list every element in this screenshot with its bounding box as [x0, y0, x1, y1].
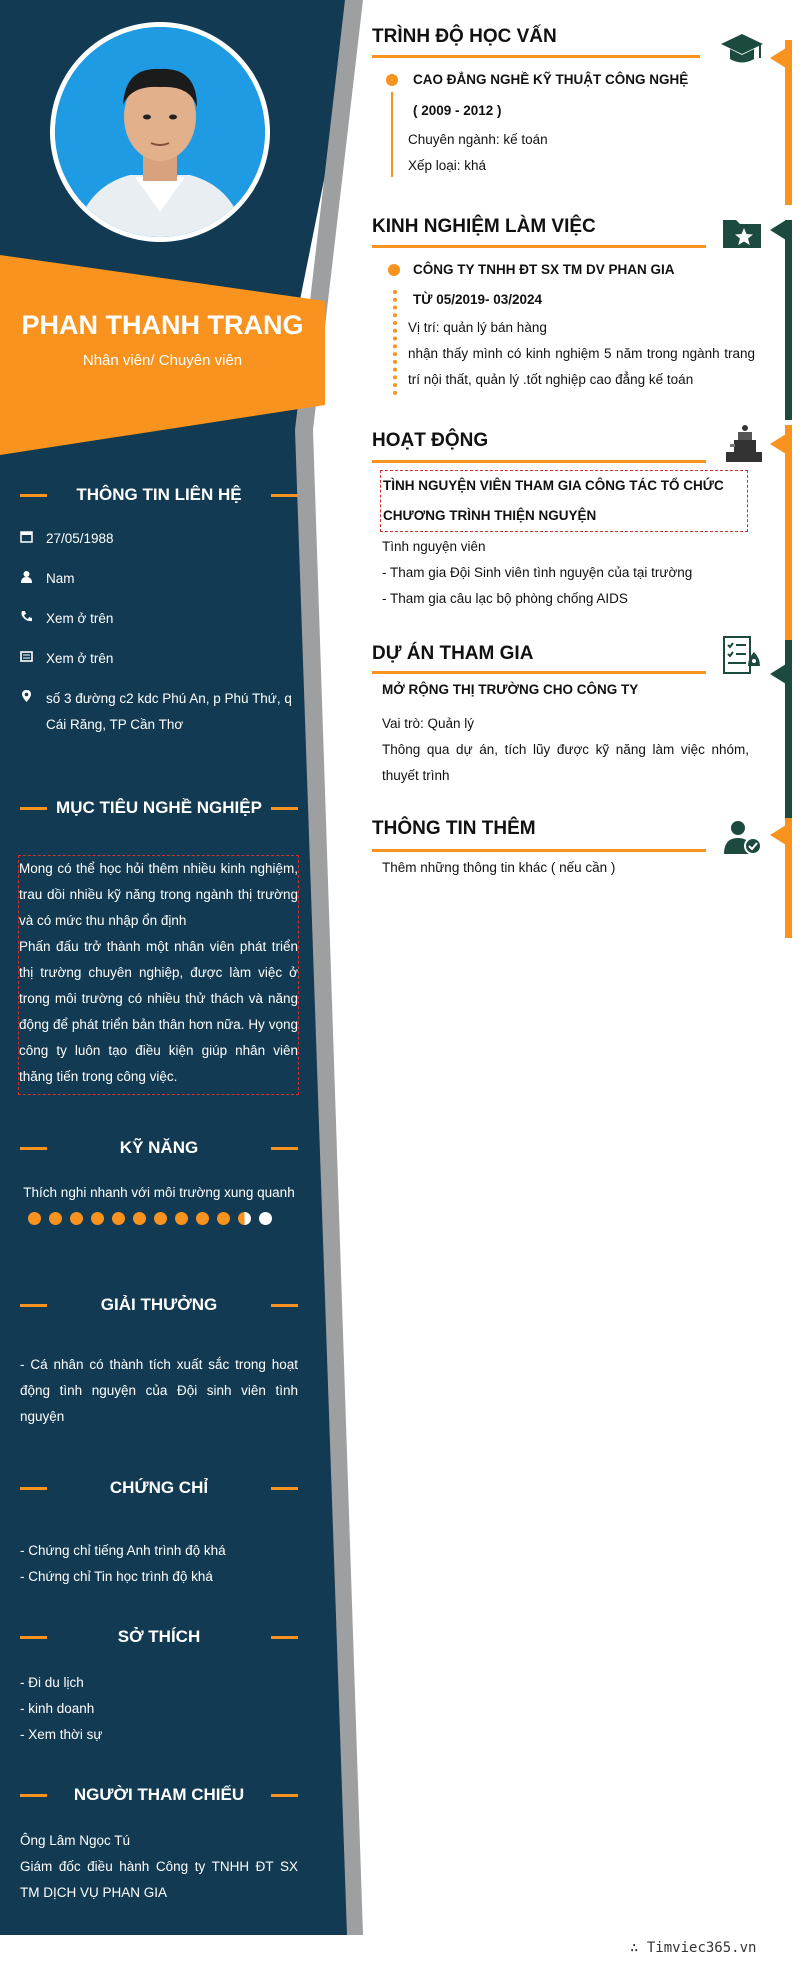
project-description: Thông qua dự án, tích lũy được kỹ năng làm việc nhóm, thuyết trình — [382, 742, 749, 783]
education-timeline — [391, 92, 393, 177]
activities-line: - Tham gia câu lạc bộ phòng chống AIDS — [382, 591, 628, 606]
skill-dot — [175, 1212, 188, 1225]
objective-text: Mong có thể học hỏi thêm nhiều kinh nghiệm, trau dồi nhiều kỹ năng trong ngành thị trường và có mức thu nhập ổn định Phấn đấu trở thành một nhân viên phát triển thị trường chuyên nghiệp, được làm việc ở trong môi trường có nhiều thử thách và năng động để phát triển bản thân hơn nữa. Hy vọng công ty luôn tạo điều kiện giúp nhân viên thăng tiến trong công việc. — [18, 855, 299, 1095]
references-section-header — [20, 1780, 298, 1810]
activities-title: HOẠT ĐỘNG — [372, 430, 489, 451]
location-icon — [20, 686, 46, 738]
project-role: Vai trò: Quản lý — [382, 716, 475, 731]
skill-name: Thích nghi nhanh với môi trường xung quanh — [23, 1185, 295, 1200]
contact-email — [20, 646, 300, 672]
contact-dob — [20, 526, 300, 552]
awards-title: GIẢI THƯỞNG — [100, 1295, 218, 1314]
project-heading: MỞ RỘNG THỊ TRƯỜNG CHO CÔNG TY — [382, 682, 639, 697]
timeline-arrow — [770, 220, 786, 240]
skill-dot — [49, 1212, 62, 1225]
experience-underline — [372, 245, 706, 248]
activities-underline — [372, 460, 706, 463]
activities-heading: TÌNH NGUYỆN VIÊN THAM GIA CÔNG TÁC TỔ CHỨC CHƯƠNG TRÌNH THIỆN NGUYỆN — [380, 470, 748, 532]
timeline-bar — [785, 40, 792, 205]
timeline-arrow — [770, 825, 786, 845]
skill-dot — [112, 1212, 125, 1225]
dob-text: 27/05/1988 — [46, 531, 114, 546]
hobby-item: - Đi du lịch — [20, 1675, 84, 1690]
certificate-item: - Chứng chỉ Tin học trình độ khá — [20, 1569, 213, 1584]
hobbies-section-header — [20, 1622, 298, 1652]
projects-underline — [372, 671, 706, 674]
avatar — [50, 22, 270, 242]
education-title: TRÌNH ĐỘ HỌC VẤN — [372, 26, 557, 47]
timeline-bar — [785, 425, 792, 640]
checklist-icon — [720, 634, 764, 678]
logo-icon: ∴ — [630, 1940, 639, 1956]
contact-title: THÔNG TIN LIÊN HỆ — [76, 485, 242, 504]
extra-title: THÔNG TIN THÊM — [372, 818, 536, 839]
activities-role: Tình nguyện viên — [382, 539, 486, 554]
timeline-bar — [785, 818, 792, 938]
experience-description: nhận thấy mình có kinh nghiệm 5 năm trong ngành trang trí nội thất, quản lý .tốt nghiệp cao đẳng kế toán — [408, 346, 755, 387]
experience-company: CÔNG TY TNHH ĐT SX TM DV PHAN GIA — [413, 262, 675, 277]
skill-dot — [28, 1212, 41, 1225]
experience-timeline — [393, 290, 397, 395]
candidate-name: PHAN THANH TRANG — [21, 310, 304, 340]
skill-dot — [196, 1212, 209, 1225]
activities-line: - Tham gia Đội Sinh viên tình nguyện của tại trường — [382, 565, 693, 580]
folder-star-icon — [720, 210, 764, 254]
avatar-person-icon — [55, 27, 265, 237]
awards-text: - Cá nhân có thành tích xuất sắc trong hoạt động tình nguyện của Đội sinh viên tình nguyện — [20, 1357, 298, 1424]
address-text: số 3 đường c2 kdc Phú An, p Phú Thứ, q Cái Răng, TP Cần Thơ — [46, 691, 292, 732]
hobby-item: - Xem thời sự — [20, 1727, 103, 1742]
skill-dot — [70, 1212, 83, 1225]
reference-detail: Giám đốc điều hành Công ty TNHH ĐT SX TM DỊCH VỤ PHAN GIA — [20, 1859, 298, 1900]
phone-text: Xem ở trên — [46, 611, 114, 626]
contact-gender — [20, 566, 300, 592]
calendar-icon — [20, 526, 46, 552]
skill-dot — [238, 1212, 251, 1225]
education-major: Chuyên ngành: kế toán — [408, 132, 548, 147]
references-title: NGƯỜI THAM CHIẾU — [73, 1785, 245, 1804]
contact-address — [20, 686, 300, 738]
footer-brand — [630, 1940, 756, 1956]
experience-title: KINH NGHIỆM LÀM VIỆC — [372, 216, 596, 237]
skill-dot — [91, 1212, 104, 1225]
objective-title: MỤC TIÊU NGHỀ NGHIỆP — [56, 798, 262, 817]
timeline-arrow — [770, 48, 786, 68]
skill-level-dots — [28, 1212, 272, 1225]
awards-section-header — [20, 1290, 298, 1320]
user-icon — [20, 566, 46, 592]
email-text: Xem ở trên — [46, 651, 114, 666]
podium-icon — [722, 422, 766, 466]
education-bullet — [386, 74, 398, 86]
certificates-section-header — [20, 1473, 298, 1503]
skill-dot — [217, 1212, 230, 1225]
education-grade: Xếp loại: khá — [408, 158, 487, 173]
certificates-title: CHỨNG CHỈ — [109, 1478, 209, 1497]
education-school: CAO ĐẲNG NGHỀ KỸ THUẬT CÔNG NGHỆ — [413, 72, 689, 87]
reference-name: Ông Lâm Ngọc Tú — [20, 1833, 131, 1848]
objective-section-header — [20, 793, 298, 823]
education-underline — [372, 55, 700, 58]
brand-text: Timviec365.vn — [646, 1940, 757, 1956]
contact-phone — [20, 606, 300, 632]
timeline-bar — [785, 220, 792, 420]
skill-dot — [154, 1212, 167, 1225]
experience-bullet — [388, 264, 400, 276]
experience-position: Vị trí: quản lý bán hàng — [408, 320, 547, 335]
extra-underline — [372, 849, 706, 852]
timeline-bar — [785, 640, 792, 818]
skills-section-header — [20, 1133, 298, 1163]
experience-period: TỪ 05/2019- 03/2024 — [413, 292, 543, 307]
projects-title: DỰ ÁN THAM GIA — [372, 643, 534, 664]
candidate-role: Nhân viên/ Chuyên viên — [82, 352, 243, 369]
hobbies-title: SỞ THÍCH — [117, 1627, 201, 1646]
timeline-arrow — [770, 664, 786, 684]
extra-text: Thêm những thông tin khác ( nếu cần ) — [382, 860, 616, 875]
email-icon — [20, 646, 46, 672]
phone-icon — [20, 606, 46, 632]
verified-user-icon — [720, 818, 764, 862]
graduation-cap-icon — [720, 28, 764, 72]
skills-title: KỸ NĂNG — [119, 1138, 199, 1157]
certificate-item: - Chứng chỉ tiếng Anh trình độ khá — [20, 1543, 226, 1558]
gender-text: Nam — [46, 571, 75, 586]
contact-section-header — [20, 480, 298, 510]
skill-dot — [133, 1212, 146, 1225]
education-period: ( 2009 - 2012 ) — [413, 103, 502, 118]
hobby-item: - kinh doanh — [20, 1701, 95, 1716]
skill-dot — [259, 1212, 272, 1225]
timeline-arrow — [770, 434, 786, 454]
